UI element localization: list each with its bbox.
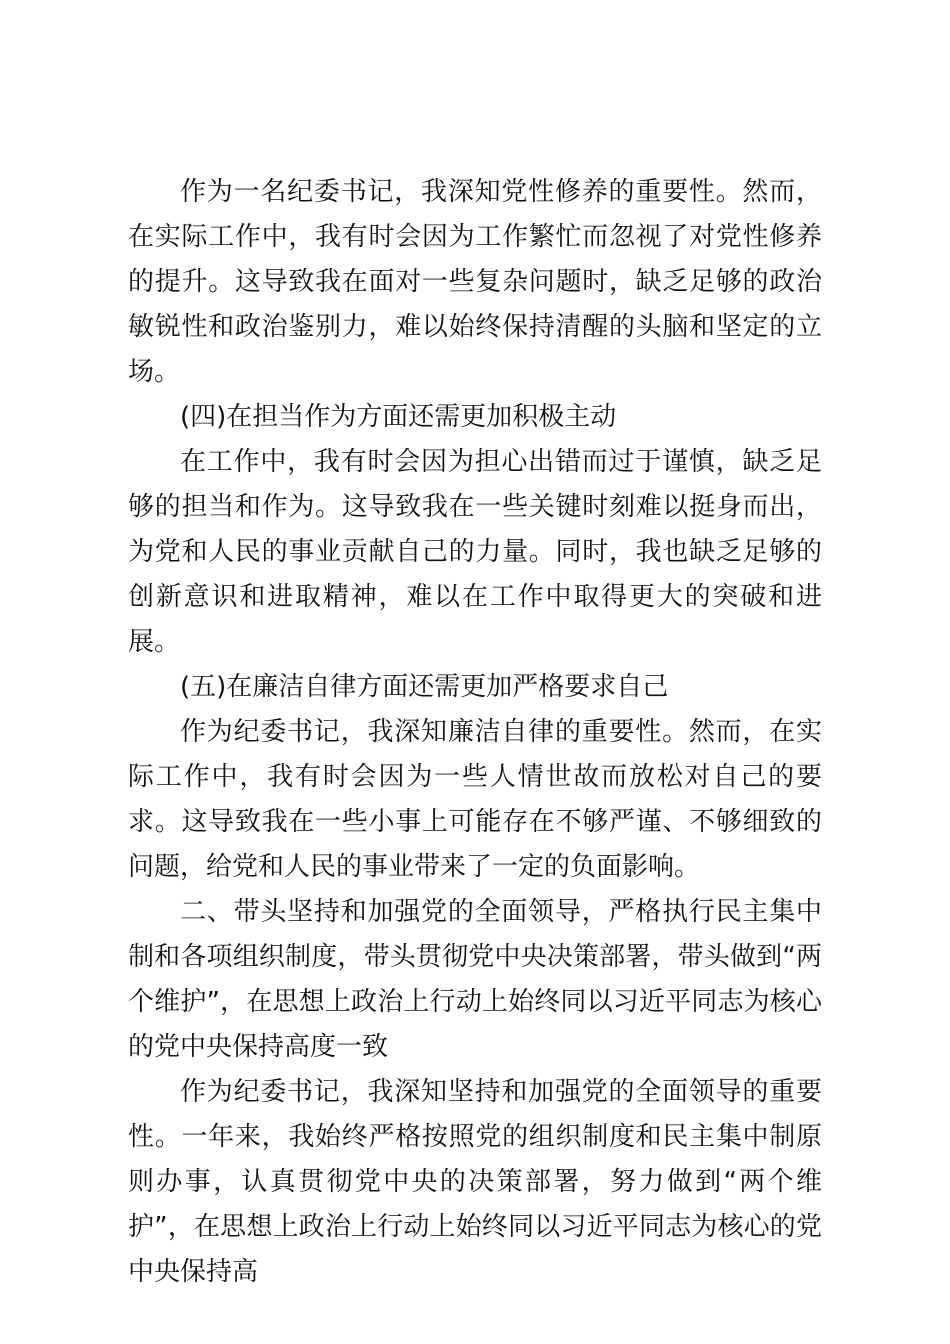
section-heading-4: (四)在担当作为方面还需更加积极主动 [180, 402, 617, 432]
paragraph-responsibility: 在工作中，我有时会因为担心出错而过于谨慎，缺乏足够的担当和作为。这导致我在一些关键时刻难以挺身而出，为党和人民的事业贡献自己的力量。同时，我也缺乏足够的创新意识和进取精神，难以在工作中取得更大的突破和进展。 [128, 447, 822, 657]
document-body [128, 170, 822, 1295]
section-heading-2: 二、带头坚持和加强党的全面领导，严格执行民主集中制和各项组织制度，带头贯彻党中央决策部署，带头做到“两个维护”，在思想上政治上行动上始终同以习近平同志为核心的党中央保持高度一致 [128, 897, 822, 1062]
paragraph-integrity: 作为纪委书记，我深知廉洁自律的重要性。然而，在实际工作中，我有时会因为一些人情世故而放松对自己的要求。这导致我在一些小事上可能存在不够严谨、不够细致的问题，给党和人民的事业带来了一定的负面影响。 [128, 717, 822, 882]
section-heading-5: (五)在廉洁自律方面还需更加严格要求自己 [180, 672, 669, 702]
paragraph-party-spirit: 作为一名纪委书记，我深知党性修养的重要性。然而，在实际工作中，我有时会因为工作繁忙而忽视了对党性修养的提升。这导致我在面对一些复杂问题时，缺乏足够的政治敏锐性和政治鉴别力，难以始终保持清醒的头脑和坚定的立场。 [128, 177, 822, 387]
paragraph-leadership: 作为纪委书记，我深知坚持和加强党的全面领导的重要性。一年来，我始终严格按照党的组织制度和民主集中制原则办事，认真贯彻党中央的决策部署，努力做到“两个维护”，在思想上政治上行动上始终同以习近平同志为核心的党中央保持高 [128, 1077, 822, 1287]
